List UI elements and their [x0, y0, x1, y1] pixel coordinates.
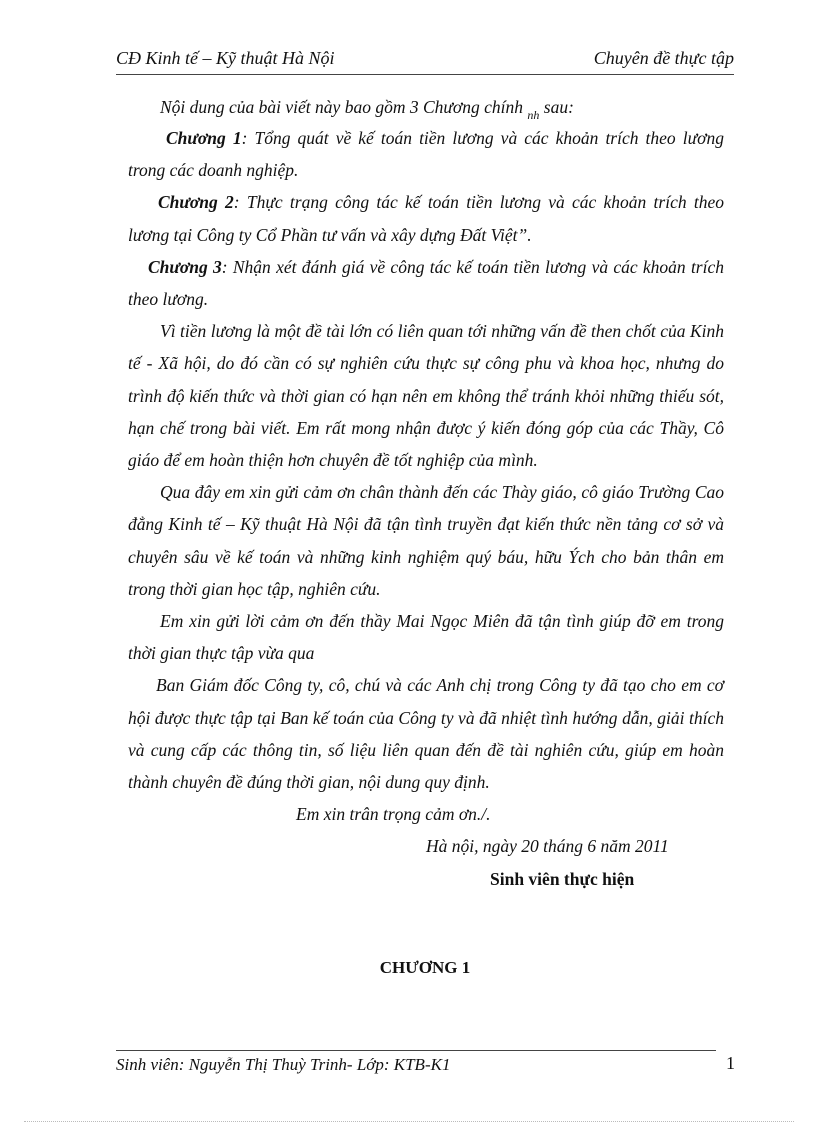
- page-number: 1: [726, 1053, 735, 1073]
- header-document-title: Chuyên đề thực tập: [593, 48, 734, 68]
- footer-rule: [116, 1050, 716, 1051]
- document-body: [128, 90, 724, 895]
- intro-ending: sau:: [539, 97, 574, 117]
- page-header: [116, 48, 734, 72]
- signature-label: Sinh viên thực hiện: [490, 868, 635, 889]
- signature-date: Hà nội, ngày 20 tháng 6 năm 2011: [426, 836, 669, 857]
- page-bottom-dotted-border: [24, 1121, 794, 1122]
- chapter-2-summary: [128, 186, 724, 250]
- footer-student-info: Sinh viên: Nguyễn Thị Thuỳ Trinh- Lớp: KTB-K1: [116, 1055, 451, 1074]
- chapter-3-text: : Nhận xét đánh giá về công tác kế toán tiền lương và các khoản trích theo lương.: [128, 256, 724, 310]
- chapter-3-label: Chương 3: [148, 256, 222, 277]
- chapter-2-label: Chương 2: [158, 192, 234, 213]
- chapter-1-label: Chương 1: [166, 128, 242, 148]
- paragraph-thanks-supervisor: Em xin gửi lời cảm ơn đến thầy Mai Ngọc Miên đã tận tình giúp đỡ em trong thời gian thực tập vừa qua: [128, 611, 724, 664]
- chapter-heading: CHƯƠNG 1: [379, 958, 471, 977]
- intro-subscript: nh: [527, 108, 540, 122]
- intro-text: Nội dung của bài viết này bao gồm 3 Chương chính: [160, 97, 524, 117]
- paragraph-topic-importance: Vì tiền lương là một đề tài lớn có liên quan tới những vấn đề then chốt của Kinh tế - Xã hội, do đó cần có sự nghiên cứu thực sự công phu và khoa học, nhưng do trình độ kiến thức và thời gian có hạn nên em không thể tránh khỏi những thiếu sót, hạn chế trong bài viết. Em rất mong nhận được ý kiến đóng góp của các Thầy, Cô giáo để em hoàn thiện hơn chuyên đề tốt nghiệp của mình.: [128, 321, 724, 471]
- intro-paragraph: [128, 90, 724, 122]
- chapter-3-summary: [128, 251, 724, 315]
- header-rule: [116, 74, 734, 75]
- header-institution: CĐ Kinh tế – Kỹ thuật Hà Nội: [116, 48, 335, 68]
- chapter-2-text: : Thực trạng công tác kế toán tiền lương và các khoản trích theo lương tại Công ty Cổ Phần tư vấn và xây dựng Đất Việt”.: [128, 192, 725, 245]
- closing-thanks: Em xin trân trọng cảm ơn./.: [296, 804, 491, 825]
- paragraph-thanks-company: Ban Giám đốc Công ty, cô, chú và các Anh chị trong Công ty đã tạo cho em cơ hội được thực tập tại Ban kế toán của Công ty và đã nhiệt tình hướng dẫn, giải thích và cung cấp các thông tin, số liệu liên quan đến đề tài nghiên cứu, giúp em hoàn thành chuyên đề đúng thời gian, nội dung quy định.: [128, 675, 724, 793]
- paragraph-thanks-teachers: Qua đây em xin gửi cảm ơn chân thành đến các Thày giáo, cô giáo Trường Cao đẳng Kinh tế – Kỹ thuật Hà Nội đã tận tình truyền đạt kiến thức nền tảng cơ sở và chuyên sâu về kế toán và những kinh nghiệm quý báu, hữu Ých cho bản thân em trong thời gian học tập, nghiên cứu.: [128, 482, 724, 599]
- chapter-1-summary: [128, 122, 724, 186]
- chapter-1-text: : Tổng quát về kế toán tiền lương và các khoản trích theo lương trong các doanh nghiệp.: [128, 128, 724, 181]
